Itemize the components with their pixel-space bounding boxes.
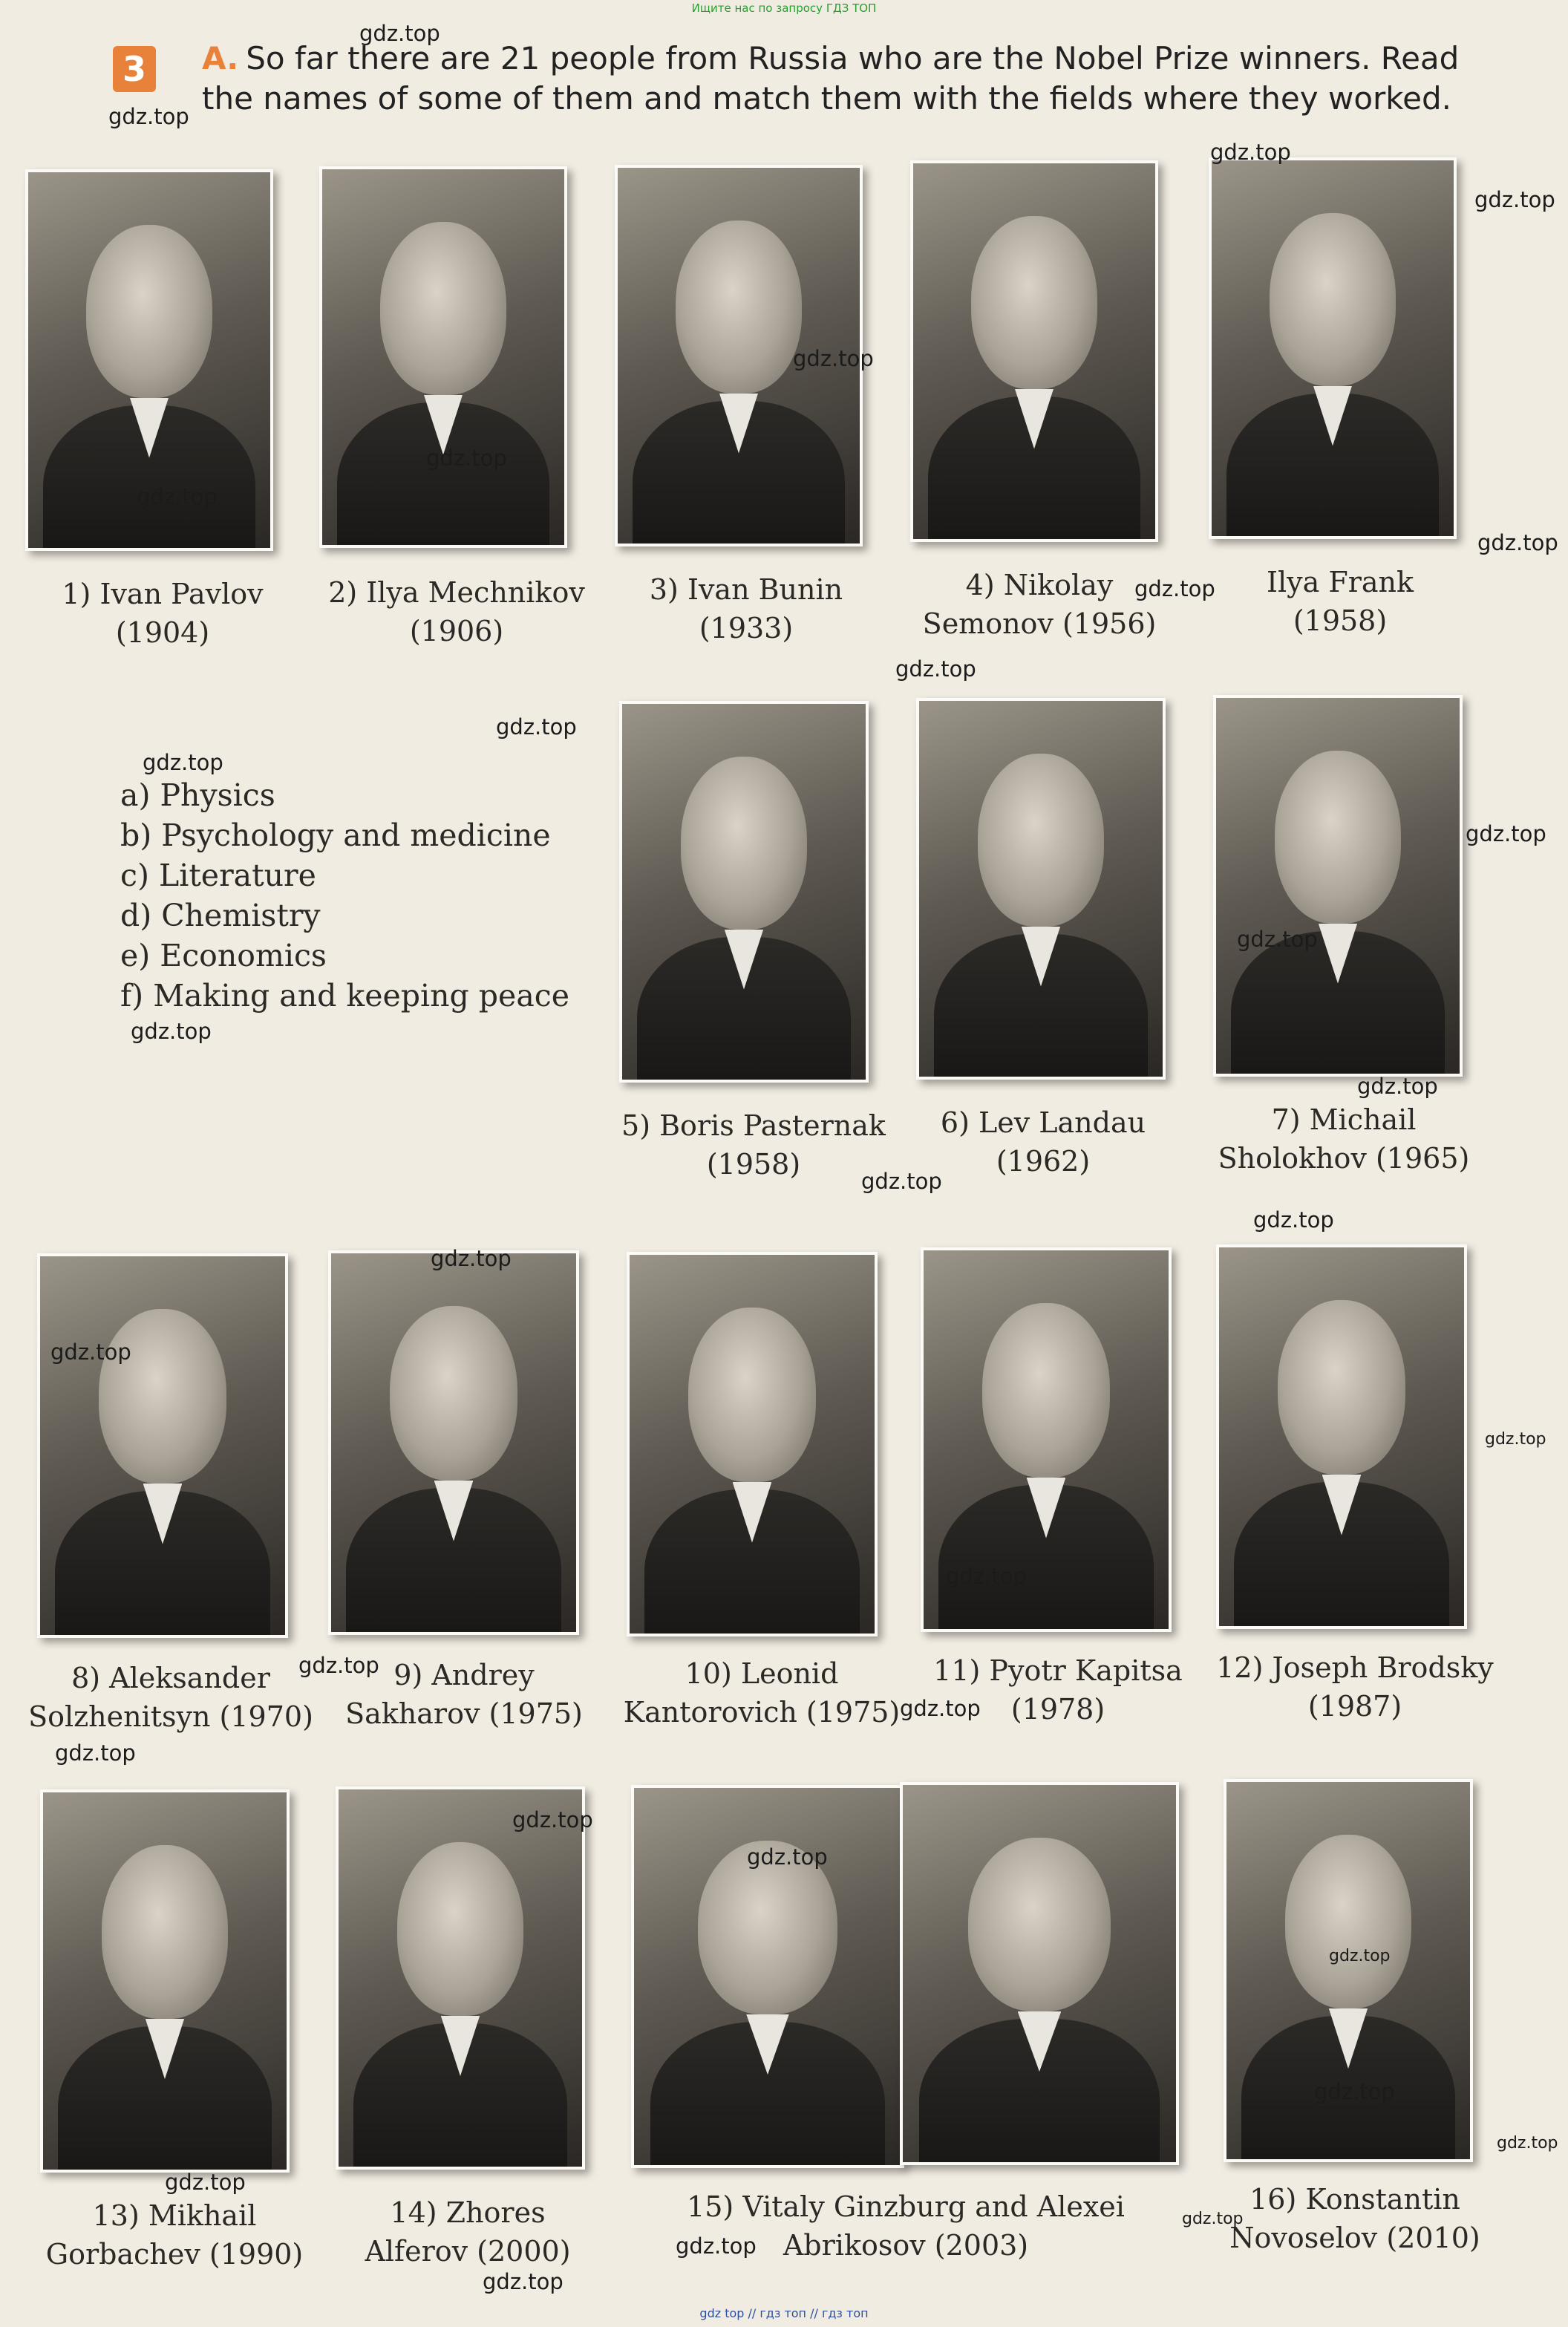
portrait-aleksander-solzhenitsyn [37,1253,288,1638]
watermark: gdz.top [512,1807,593,1832]
caption-vitaly-ginzburg-alexei-abrikosov: 15) Vitaly Ginzburg and Alexei Abrikosov (2003) [687,2190,1125,2262]
portrait-konstantin-novoselov [1224,1779,1473,2162]
watermark: gdz.top [426,446,507,471]
portrait-joseph-brodsky [1216,1244,1467,1629]
watermark: gdz.top [431,1246,512,1271]
watermark: gdz.top [1182,2210,1244,2228]
watermark: gdz.top [1485,1430,1546,1449]
footer-note: gdz top // гдз топ // гдз топ [699,2306,869,2320]
portrait-michail-sholokhov [1213,695,1463,1077]
field-item: d) Chemistry [120,898,321,933]
portrait-lev-landau [916,698,1166,1080]
watermark: gdz.top [1210,140,1291,165]
caption-joseph-brodsky: 12) Joseph Brodsky (1987) [1216,1651,1494,1723]
caption-zhores-alferov: 14) Zhores Alferov (2000) [365,2196,571,2268]
field-item: c) Literature [120,858,316,893]
caption-andrey-sakharov: 9) Andrey Sakharov (1975) [345,1659,583,1730]
portrait-andrey-sakharov [328,1250,579,1635]
portrait-ilya-frank [1209,157,1457,539]
field-item: e) Economics [120,938,327,973]
watermark: gdz.top [1497,2134,1558,2153]
caption-ivan-bunin: 3) Ivan Bunin (1933) [649,573,843,644]
caption-aleksander-solzhenitsyn: 8) Aleksander Solzhenitsyn (1970) [28,1662,313,1733]
caption-ilya-frank: Ilya Frank (1958) [1266,566,1414,637]
portrait-boris-pasternak [619,701,869,1083]
watermark: gdz.top [946,1564,1027,1589]
watermark: gdz.top [1134,576,1215,601]
portrait-nikolay-semonov [910,160,1158,542]
watermark: gdz.top [496,714,577,740]
field-item: f) Making and keeping peace [120,978,569,1014]
watermark: gdz.top [165,2170,246,2195]
portrait-alexei-abrikosov [900,1782,1179,2165]
task-instruction [202,39,1494,119]
caption-leonid-kantorovich: 10) Leonid Kantorovich (1975) [623,1657,901,1729]
caption-ilya-mechnikov: 2) Ilya Mechnikov (1906) [328,576,585,647]
portrait-vitaly-ginzburg [631,1785,904,2168]
portrait-zhores-alferov [336,1786,585,2170]
watermark: gdz.top [1314,2079,1395,2104]
watermark: gdz.top [1237,927,1318,952]
watermark: gdz.top [793,346,874,371]
watermark: gdz.top [1253,1207,1334,1233]
watermark: gdz.top [1466,821,1546,846]
watermark: gdz.top [298,1653,379,1678]
caption-pyotr-kapitsa: 11) Pyotr Kapitsa (1978) [933,1654,1183,1726]
watermark: gdz.top [131,1019,212,1044]
watermark: gdz.top [1477,530,1558,555]
top-note: Ищите нас по запросу ГДЗ ТОП [691,1,877,15]
fields-list [120,775,640,1016]
watermark: gdz.top [1329,1947,1391,1965]
watermark: gdz.top [137,484,218,509]
watermark: gdz.top [359,21,440,46]
task-number-badge: 3 [113,46,156,92]
caption-boris-pasternak: 5) Boris Pasternak (1958) [621,1109,886,1181]
watermark: gdz.top [861,1169,942,1194]
watermark: gdz.top [900,1696,981,1721]
watermark: gdz.top [895,656,976,682]
caption-michail-sholokhov: 7) Michail Sholokhov (1965) [1218,1103,1470,1175]
field-item: b) Psychology and medicine [120,817,551,853]
caption-nikolay-semonov: 4) Nikolay Semonov (1956) [922,569,1157,640]
watermark: gdz.top [1357,1074,1438,1099]
portrait-leonid-kantorovich [627,1252,878,1636]
watermark: gdz.top [50,1339,131,1365]
task-letter: A. [202,40,239,76]
caption-ivan-pavlov: 1) Ivan Pavlov (1904) [62,578,264,649]
watermark: gdz.top [55,1740,136,1766]
task-text: So far there are 21 people from Russia who are the Nobel Prize winners. Read the names of some of them and match them with the fields where they worked. [202,40,1460,117]
portrait-mikhail-gorbachev [40,1789,290,2173]
watermark: gdz.top [483,2269,564,2294]
watermark: gdz.top [1474,187,1555,212]
portrait-ilya-mechnikov [319,166,567,548]
watermark: gdz.top [747,1844,828,1870]
watermark: gdz.top [143,750,223,775]
watermark: gdz.top [676,2233,757,2259]
caption-konstantin-novoselov: 16) Konstantin Novoselov (2010) [1229,2183,1480,2254]
caption-mikhail-gorbachev: 13) Mikhail Gorbachev (1990) [45,2199,304,2271]
watermark: gdz.top [108,104,189,129]
field-item: a) Physics [120,777,275,813]
caption-lev-landau: 6) Lev Landau (1962) [940,1106,1146,1178]
